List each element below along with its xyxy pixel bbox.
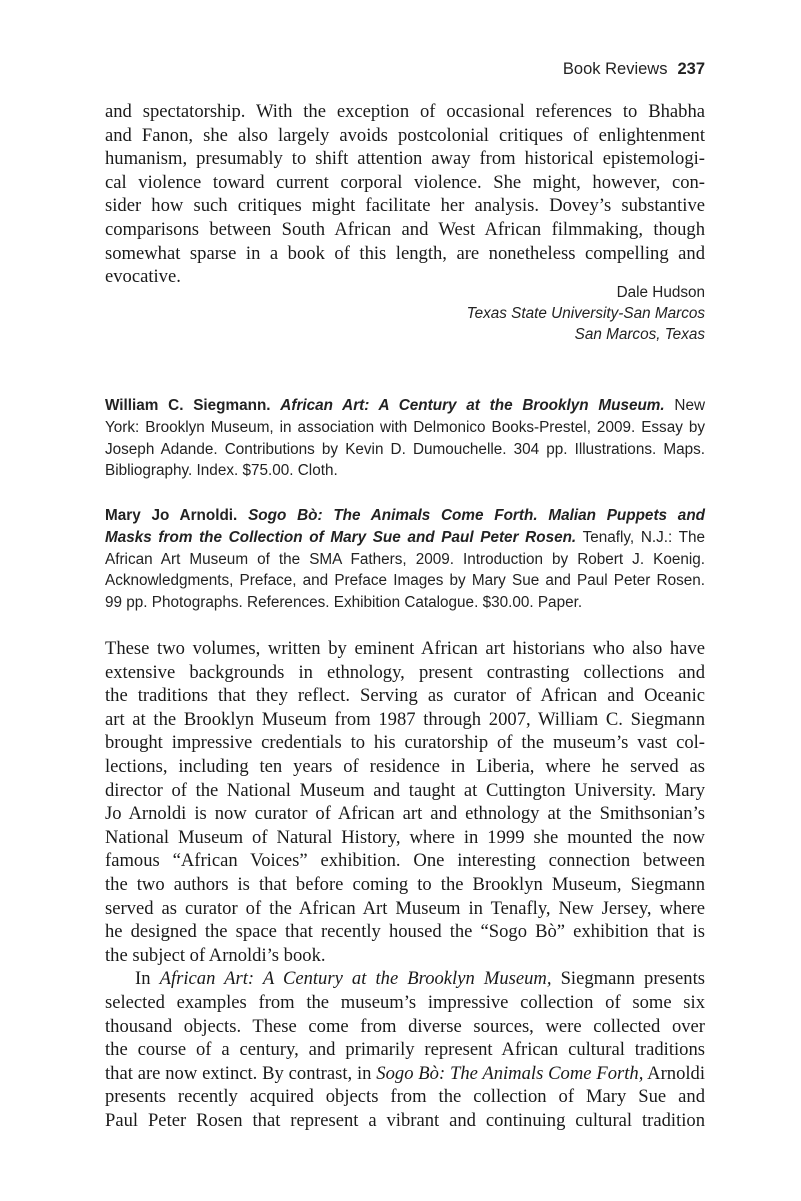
book-citation-arnoldi [105, 505, 705, 614]
review-body [105, 637, 705, 1132]
text-line: the course of a century, and primarily represent African cultural traditions [105, 1039, 705, 1061]
citation-title: African Art: A Century at the Brooklyn Museum. [280, 397, 665, 414]
text-line: director of the National Museum and taught at Cuttington University. Mary [105, 779, 705, 801]
text-line: the two authors is that before coming to the Brooklyn Museum, Siegmann [105, 873, 705, 895]
citation-line [105, 527, 705, 549]
text-line: brought impressive credentials to his curatorship of the museum’s vast col- [105, 732, 705, 754]
text-line: somewhat sparse in a book of this length, are nonetheless compelling and [105, 242, 705, 264]
text-line [105, 967, 705, 991]
running-header [105, 60, 705, 79]
text-line: the traditions that they reflect. Serving as curator of African and Oceanic [105, 685, 705, 707]
text-line: comparisons between South African and West African filmmaking, though [105, 218, 705, 240]
text-line: extensive backgrounds in ethnology, present contrasting collections and [105, 661, 705, 683]
citation-title: Sogo Bò: The Animals Come Forth. Malian Puppets and [248, 507, 706, 524]
text-line: served as curator of the African Art Museum in Tenafly, New Jersey, where [105, 897, 705, 919]
citation-line: Acknowledgments, Preface, and Preface Images by Mary Sue and Paul Peter Rosen. [105, 572, 705, 590]
text-line: art at the Brooklyn Museum from 1987 through 2007, William C. Siegmann [105, 708, 705, 730]
reviewer-signature [105, 282, 705, 345]
text-line: evocative. [105, 266, 181, 288]
text-run: that are now extinct. By contrast, in [105, 1062, 372, 1084]
citation-line: 99 pp. Photographs. References. Exhibition Catalogue. $30.00. Paper. [105, 594, 583, 612]
reviewer-affiliation: Texas State University-San Marcos [466, 305, 705, 322]
text-line: lections, including ten years of residence in Liberia, where he served as [105, 755, 705, 777]
text-line: These two volumes, written by eminent African art historians who also have [105, 638, 705, 659]
text-run: Siegmann presents [560, 968, 705, 990]
reviewer-name: Dale Hudson [616, 284, 705, 301]
citation-text: Tenafly, N.J.: The [582, 528, 705, 546]
text-line: selected examples from the museum’s impressive collection of some six [105, 991, 705, 1013]
book-title-reference: African Art: A Century at the Brooklyn Museum, [159, 968, 552, 990]
citation-title: Masks from the Collection of Mary Sue and Paul Peter Rosen. [105, 528, 577, 546]
text-line: thousand objects. These come from diverse sources, were collected over [105, 1015, 705, 1037]
text-line: the subject of Arnoldi’s book. [105, 944, 326, 966]
citation-line: African Art Museum of the SMA Fathers, 2009. Introduction by Robert J. Koenig. [105, 550, 705, 568]
text-line: presents recently acquired objects from the collection of Mary Sue and [105, 1086, 705, 1108]
citation-text: New [674, 397, 706, 414]
text-line: sider how such critiques might facilitate her analysis. Dovey’s substantive [105, 195, 705, 217]
text-line: and spectatorship. With the exception of occasional references to Bhabha [105, 101, 705, 122]
text-line [105, 1062, 705, 1086]
text-line: Paul Peter Rosen that represent a vibrant and continuing cultural tradition [105, 1109, 705, 1131]
reviewer-location: San Marcos, Texas [574, 326, 705, 343]
citation-author: Mary Jo Arnoldi. [105, 507, 238, 524]
text-line: National Museum of Natural History, where in 1999 she mounted the now [105, 826, 705, 848]
citation-line: York: Brooklyn Museum, in association with Delmonico Books-Prestel, 2009. Essay by [105, 418, 705, 436]
continued-paragraph [105, 100, 705, 289]
citation-line [105, 395, 705, 417]
running-header-section: Book Reviews [562, 60, 668, 78]
text-line: cal violence toward current corporal violence. She might, however, con- [105, 171, 705, 193]
text-line: Jo Arnoldi is now curator of African art and ethnology at the Smithsonian’s [105, 803, 705, 825]
citation-line: Bibliography. Index. $75.00. Cloth. [105, 462, 338, 480]
citation-author: William C. Siegmann. [105, 397, 271, 414]
page-number: 237 [677, 60, 705, 78]
text-line: humanism, presumably to shift attention away from historical epistemologi- [105, 148, 705, 170]
book-title-reference: Sogo Bò: The Animals Come Forth, [376, 1062, 644, 1084]
text-run: Arnoldi [647, 1062, 705, 1084]
citation-line [105, 505, 705, 527]
text-line: famous “African Voices” exhibition. One interesting connection between [105, 850, 705, 872]
text-run: In [135, 968, 151, 990]
text-line: he designed the space that recently housed the “Sogo Bò” exhibition that is [105, 921, 705, 943]
text-line: and Fanon, she also largely avoids postcolonial critiques of enlightenment [105, 124, 705, 146]
citation-line: Joseph Adande. Contributions by Kevin D. Dumouchelle. 304 pp. Illustrations. Maps. [105, 440, 705, 458]
book-citation-siegmann [105, 395, 705, 482]
